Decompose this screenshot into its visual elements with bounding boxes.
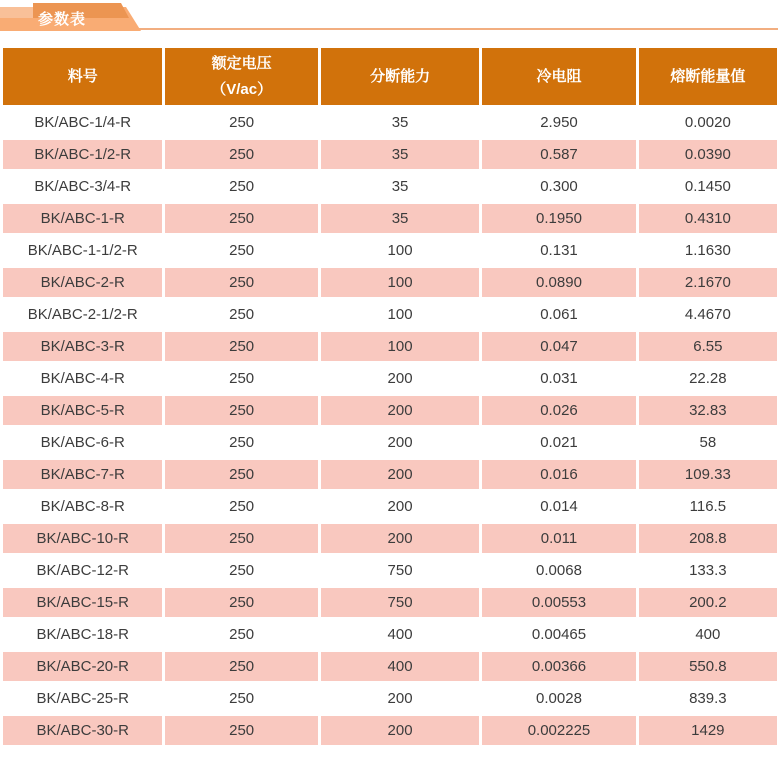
cell-cold-resistance: 2.950: [482, 108, 635, 137]
table-row: [3, 684, 777, 713]
cell-part-number: BK/ABC-2-1/2-R: [3, 300, 162, 329]
cell-part-number: BK/ABC-18-R: [3, 620, 162, 649]
cell-rated-voltage: 250: [165, 364, 317, 393]
cell-melting-energy: 0.1450: [639, 172, 777, 201]
cell-rated-voltage: 250: [165, 396, 317, 425]
table-row: [3, 716, 777, 745]
cell-breaking-capacity: 35: [321, 204, 479, 233]
cell-melting-energy: 0.4310: [639, 204, 777, 233]
header-melting-energy: [639, 48, 777, 105]
cell-breaking-capacity: 200: [321, 684, 479, 713]
cell-cold-resistance: 0.300: [482, 172, 635, 201]
cell-melting-energy: 550.8: [639, 652, 777, 681]
header-label: 冷电阻: [536, 68, 582, 85]
cell-cold-resistance: 0.131: [482, 236, 635, 265]
table-row: [3, 236, 777, 265]
cell-part-number: BK/ABC-12-R: [3, 556, 162, 585]
cell-melting-energy: 109.33: [639, 460, 777, 489]
header-part-number: [3, 48, 162, 105]
cell-cold-resistance: 0.002225: [482, 716, 635, 745]
cell-melting-energy: 200.2: [639, 588, 777, 617]
cell-part-number: BK/ABC-3/4-R: [3, 172, 162, 201]
header-label: 熔断能量值: [670, 68, 746, 85]
cell-melting-energy: 4.4670: [639, 300, 777, 329]
cell-melting-energy: 0.0020: [639, 108, 777, 137]
cell-breaking-capacity: 200: [321, 716, 479, 745]
cell-melting-energy: 58: [639, 428, 777, 457]
section-tab-bar: [0, 0, 780, 32]
cell-cold-resistance: 0.014: [482, 492, 635, 521]
cell-rated-voltage: 250: [165, 236, 317, 265]
cell-part-number: BK/ABC-3-R: [3, 332, 162, 361]
cell-part-number: BK/ABC-7-R: [3, 460, 162, 489]
table-row: [3, 588, 777, 617]
cell-rated-voltage: 250: [165, 684, 317, 713]
cell-cold-resistance: 0.011: [482, 524, 635, 553]
cell-breaking-capacity: 200: [321, 396, 479, 425]
header-cold-resistance: [482, 48, 635, 105]
cell-breaking-capacity: 200: [321, 524, 479, 553]
table-row: [3, 556, 777, 585]
cell-cold-resistance: 0.587: [482, 140, 635, 169]
cell-rated-voltage: 250: [165, 140, 317, 169]
cell-breaking-capacity: 100: [321, 332, 479, 361]
cell-melting-energy: 32.83: [639, 396, 777, 425]
cell-part-number: BK/ABC-1-1/2-R: [3, 236, 162, 265]
header-label: 料号: [67, 68, 98, 85]
cell-cold-resistance: 0.061: [482, 300, 635, 329]
table-row: [3, 652, 777, 681]
cell-part-number: BK/ABC-25-R: [3, 684, 162, 713]
cell-rated-voltage: 250: [165, 620, 317, 649]
cell-rated-voltage: 250: [165, 268, 317, 297]
cell-cold-resistance: 0.0068: [482, 556, 635, 585]
cell-rated-voltage: 250: [165, 300, 317, 329]
cell-part-number: BK/ABC-5-R: [3, 396, 162, 425]
table-row: [3, 140, 777, 169]
cell-part-number: BK/ABC-30-R: [3, 716, 162, 745]
cell-part-number: BK/ABC-6-R: [3, 428, 162, 457]
cell-melting-energy: 133.3: [639, 556, 777, 585]
cell-melting-energy: 839.3: [639, 684, 777, 713]
cell-cold-resistance: 0.031: [482, 364, 635, 393]
cell-rated-voltage: 250: [165, 172, 317, 201]
cell-rated-voltage: 250: [165, 716, 317, 745]
cell-part-number: BK/ABC-20-R: [3, 652, 162, 681]
parameter-table: [0, 45, 780, 748]
cell-cold-resistance: 0.1950: [482, 204, 635, 233]
cell-melting-energy: 0.0390: [639, 140, 777, 169]
cell-breaking-capacity: 200: [321, 428, 479, 457]
cell-melting-energy: 2.1670: [639, 268, 777, 297]
table-row: [3, 108, 777, 137]
cell-melting-energy: 208.8: [639, 524, 777, 553]
cell-rated-voltage: 250: [165, 556, 317, 585]
cell-part-number: BK/ABC-2-R: [3, 268, 162, 297]
header-label: 分断能力: [370, 68, 431, 85]
cell-breaking-capacity: 35: [321, 108, 479, 137]
cell-breaking-capacity: 200: [321, 460, 479, 489]
cell-part-number: BK/ABC-8-R: [3, 492, 162, 521]
cell-breaking-capacity: 200: [321, 492, 479, 521]
cell-rated-voltage: 250: [165, 204, 317, 233]
cell-rated-voltage: 250: [165, 492, 317, 521]
cell-melting-energy: 1429: [639, 716, 777, 745]
cell-part-number: BK/ABC-15-R: [3, 588, 162, 617]
table-row: [3, 332, 777, 361]
table-row: [3, 204, 777, 233]
section-title: 参数表: [38, 11, 87, 28]
cell-part-number: BK/ABC-4-R: [3, 364, 162, 393]
cell-melting-energy: 116.5: [639, 492, 777, 521]
table-row: [3, 620, 777, 649]
table-row: [3, 300, 777, 329]
cell-part-number: BK/ABC-1-R: [3, 204, 162, 233]
table-row: [3, 460, 777, 489]
table-row: [3, 396, 777, 425]
cell-rated-voltage: 250: [165, 460, 317, 489]
cell-cold-resistance: 0.00553: [482, 588, 635, 617]
table-row: [3, 268, 777, 297]
cell-cold-resistance: 0.00366: [482, 652, 635, 681]
table-row: [3, 364, 777, 393]
cell-breaking-capacity: 100: [321, 300, 479, 329]
cell-part-number: BK/ABC-10-R: [3, 524, 162, 553]
cell-breaking-capacity: 35: [321, 172, 479, 201]
header-sublabel: （V/ac）: [211, 81, 273, 98]
cell-rated-voltage: 250: [165, 428, 317, 457]
cell-rated-voltage: 250: [165, 108, 317, 137]
cell-melting-energy: 1.1630: [639, 236, 777, 265]
cell-breaking-capacity: 750: [321, 556, 479, 585]
header-breaking-capacity: [321, 48, 479, 105]
header-rated-voltage: [165, 48, 317, 105]
cell-breaking-capacity: 400: [321, 652, 479, 681]
cell-breaking-capacity: 200: [321, 364, 479, 393]
cell-melting-energy: 400: [639, 620, 777, 649]
cell-cold-resistance: 0.026: [482, 396, 635, 425]
cell-breaking-capacity: 400: [321, 620, 479, 649]
cell-cold-resistance: 0.016: [482, 460, 635, 489]
table-header-row: [3, 48, 777, 105]
cell-rated-voltage: 250: [165, 524, 317, 553]
cell-rated-voltage: 250: [165, 652, 317, 681]
cell-rated-voltage: 250: [165, 588, 317, 617]
table-row: [3, 492, 777, 521]
cell-rated-voltage: 250: [165, 332, 317, 361]
cell-cold-resistance: 0.0028: [482, 684, 635, 713]
cell-cold-resistance: 0.0890: [482, 268, 635, 297]
cell-breaking-capacity: 100: [321, 268, 479, 297]
table-row: [3, 524, 777, 553]
cell-melting-energy: 22.28: [639, 364, 777, 393]
table-body: [3, 108, 777, 745]
cell-cold-resistance: 0.021: [482, 428, 635, 457]
cell-part-number: BK/ABC-1/4-R: [3, 108, 162, 137]
table-row: [3, 428, 777, 457]
cell-breaking-capacity: 750: [321, 588, 479, 617]
cell-cold-resistance: 0.047: [482, 332, 635, 361]
cell-melting-energy: 6.55: [639, 332, 777, 361]
cell-breaking-capacity: 35: [321, 140, 479, 169]
header-label: 额定电压: [211, 55, 272, 72]
table-row: [3, 172, 777, 201]
cell-cold-resistance: 0.00465: [482, 620, 635, 649]
cell-part-number: BK/ABC-1/2-R: [3, 140, 162, 169]
cell-breaking-capacity: 100: [321, 236, 479, 265]
